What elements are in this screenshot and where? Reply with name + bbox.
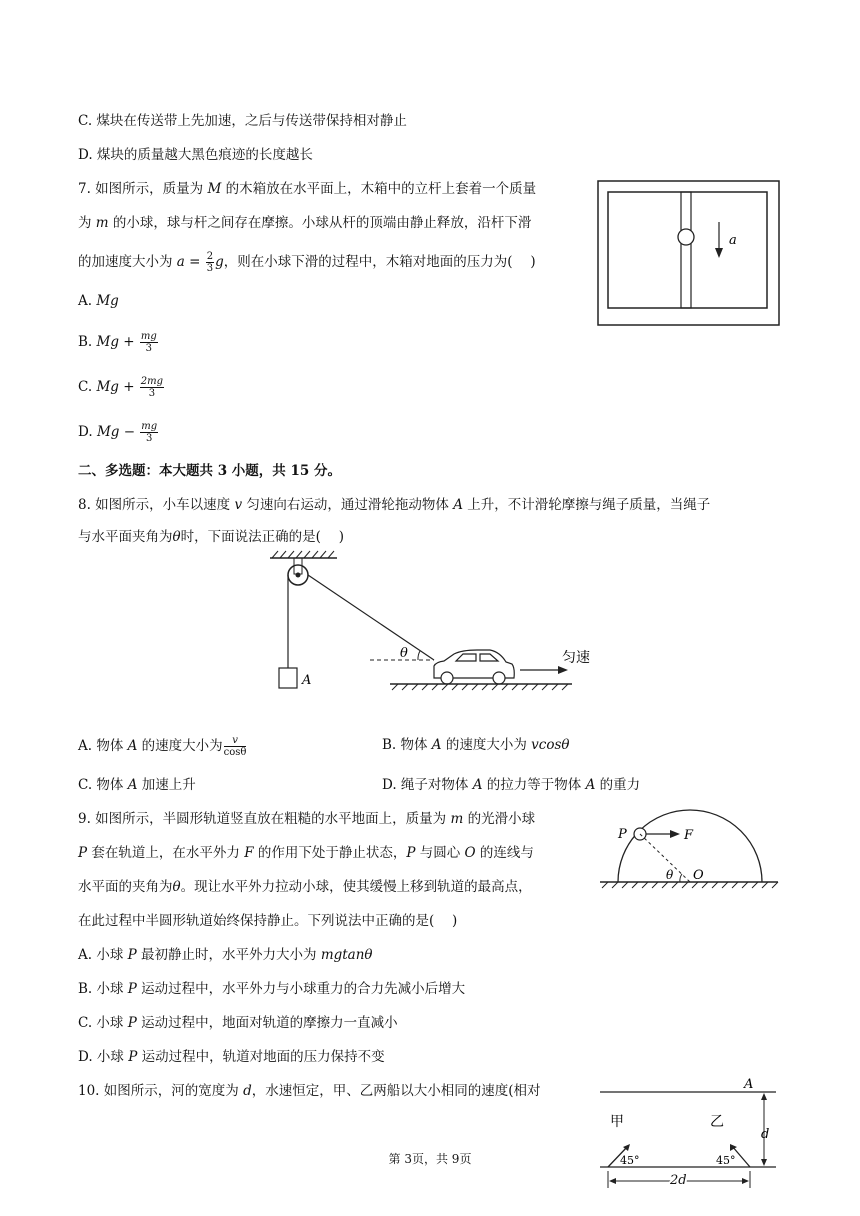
- svg-text:45°: 45°: [716, 1154, 736, 1167]
- q10-river-figure: [598, 1076, 784, 1190]
- q9-option-c: C. 小球 P 运动过程中，地面对轨道的摩擦力一直减小: [78, 1015, 398, 1031]
- svg-text:2d: 2d: [670, 1173, 687, 1188]
- page-footer: 第 3页，共 9页: [388, 1152, 472, 1166]
- svg-text:P: P: [618, 827, 627, 842]
- q9-semicircle-figure: [596, 806, 782, 892]
- arrow-right-icon: [670, 830, 680, 838]
- q7-stem-line2: 为 m 的小球，球与杆之间存在摩擦。小球从杆的顶端由静止释放，沿杆下滑: [78, 215, 532, 231]
- car-icon: [434, 650, 514, 684]
- q8-option-b: B. 物体 A 的速度大小为 vcosθ: [382, 737, 570, 753]
- q7-box-figure: [597, 180, 780, 326]
- q6-option-d: D. 煤块的质量越大黑色痕迹的长度越长: [78, 147, 313, 163]
- svg-text:甲: 甲: [610, 1114, 624, 1130]
- q7-option-d: D. Mg − $\frac{mg}{3}$: [78, 421, 158, 444]
- svg-text:a: a: [729, 233, 737, 248]
- q7-option-a: A. Mg: [78, 293, 119, 309]
- arrow-down-icon: [715, 248, 723, 258]
- svg-text:O: O: [693, 868, 704, 883]
- block-a: [279, 668, 297, 688]
- q9-option-b: B. 小球 P 运动过程中，水平外力与小球重力的合力先减小后增大: [78, 981, 466, 997]
- q9-stem-line4: 在此过程中半圆形轨道始终保持静止。下列说法中正确的是( ): [78, 913, 458, 929]
- q9-stem-line1: 9. 如图所示，半圆形轨道竖直放在粗糙的水平地面上，质量为 m 的光滑小球: [78, 811, 536, 827]
- q9-stem-line2: P 套在轨道上，在水平外力 F 的作用下处于静止状态，P 与圆心 O 的连线与: [78, 845, 534, 861]
- svg-text:乙: 乙: [710, 1114, 724, 1130]
- q7-option-c: C. Mg + $\frac{2mg}{3}$: [78, 376, 164, 399]
- q7-stem-line1: 7. 如图所示，质量为 M 的木箱放在水平面上，木箱中的立杆上套着一个质量: [78, 181, 537, 197]
- q7-option-b: B. Mg + $\frac{mg}{3}$: [78, 331, 157, 354]
- q8-stem-line2: 与水平面夹角为θ时，下面说法正确的是( ): [78, 529, 344, 545]
- q8-option-a: A. 物体 A 的速度大小为 $\frac{v}{\cos\theta}$: [78, 735, 247, 758]
- q9-stem-line3: 水平面的夹角为θ。现让水平外力拉动小球，使其缓慢上移到轨道的最高点，: [78, 879, 532, 895]
- arrow-right-icon: [558, 666, 568, 674]
- q9-option-d: D. 小球 P 运动过程中，轨道对地面的压力保持不变: [78, 1049, 385, 1065]
- q6-option-c: C. 煤块在传送带上先加速，之后与传送带保持相对静止: [78, 113, 407, 129]
- svg-text:匀速: 匀速: [562, 650, 590, 666]
- q8-pulley-figure: [262, 550, 602, 700]
- svg-text:θ: θ: [400, 646, 408, 661]
- q8-option-d: D. 绳子对物体 A 的拉力等于物体 A 的重力: [382, 777, 641, 793]
- fraction-2-3: $\frac{2}{3}$: [206, 251, 214, 274]
- section-2-heading: 二、多选题：本大题共 3 小题，共 15 分。: [78, 463, 341, 479]
- q9-option-a: A. 小球 P 最初静止时，水平外力大小为 mgtanθ: [78, 947, 373, 963]
- ball: [678, 229, 694, 245]
- svg-text:d: d: [761, 1127, 770, 1142]
- svg-text:θ: θ: [666, 868, 674, 882]
- svg-text:45°: 45°: [620, 1154, 640, 1167]
- q10-stem-line1: 10. 如图所示，河的宽度为 d，水速恒定，甲、乙两船以大小相同的速度(相对: [78, 1083, 541, 1099]
- q8-stem-line1: 8. 如图所示，小车以速度 v 匀速向右运动，通过滑轮拖动物体 A 上升，不计滑轮摩擦与绳子质量，当绳子: [78, 497, 711, 513]
- q7-stem-line3: 的加速度大小为 a = $\frac{2}{3}$ g，则在小球下滑的过程中，木箱对地面的压力为( ): [78, 251, 536, 274]
- q8-option-c: C. 物体 A 加速上升: [78, 777, 196, 793]
- svg-text:A: A: [302, 673, 312, 688]
- svg-text:A: A: [744, 1077, 754, 1092]
- svg-text:F: F: [684, 828, 694, 843]
